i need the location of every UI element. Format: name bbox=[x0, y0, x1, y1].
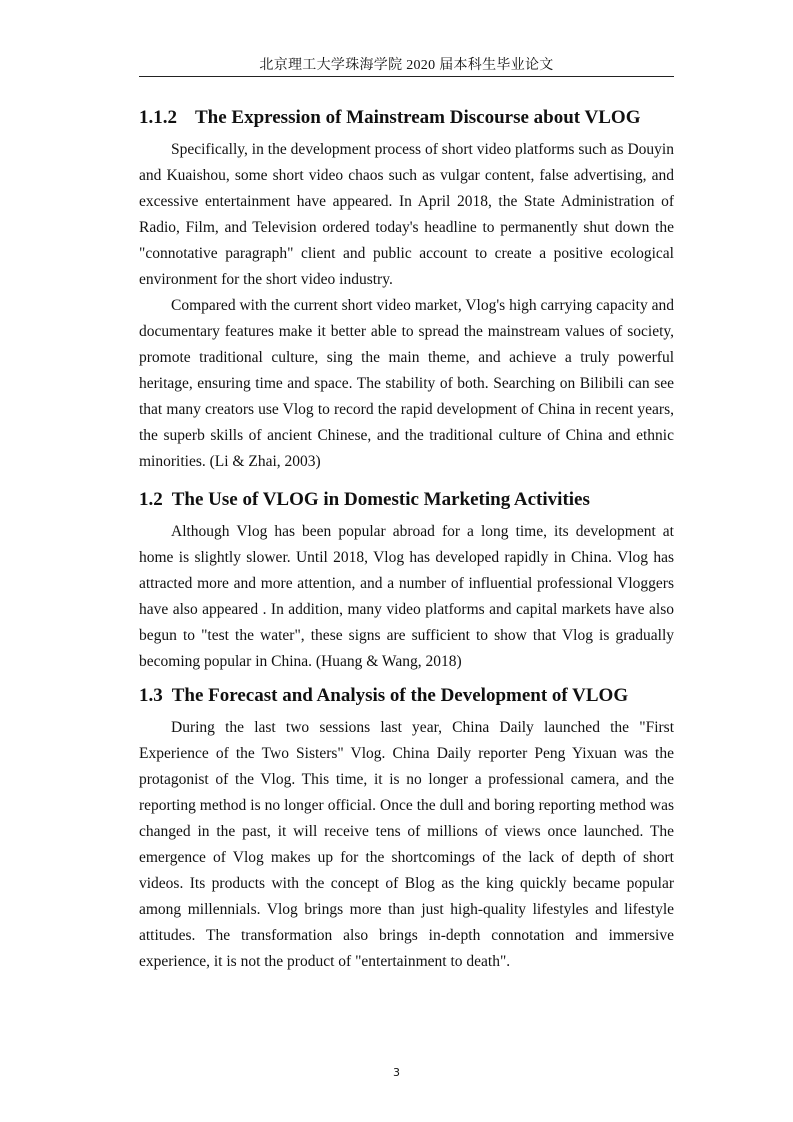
section-number: 1.1.2 bbox=[139, 107, 177, 128]
section-title: The Use of VLOG in Domestic Marketing Activities bbox=[171, 489, 590, 510]
section-heading-1-1-2 bbox=[139, 103, 674, 133]
section-heading-1-2 bbox=[139, 485, 674, 515]
section-1-1-2 bbox=[139, 103, 674, 475]
section-title: The Expression of Mainstream Discourse about VLOG bbox=[195, 107, 641, 128]
section-number: 1.3 bbox=[139, 685, 163, 706]
running-header: 北京理工大学珠海学院 2020 届本科生毕业论文 bbox=[259, 58, 554, 73]
page-body bbox=[139, 103, 674, 975]
section-1-3 bbox=[139, 681, 674, 975]
section-1-2 bbox=[139, 485, 674, 675]
header-rule bbox=[139, 76, 674, 77]
section-number: 1.2 bbox=[139, 489, 163, 510]
page-number: 3 bbox=[393, 1066, 400, 1079]
paragraph: Although Vlog has been popular abroad for a long time, its development at home is slightly slower. Until 2018, Vlog has developed rapidly in China. Vlog has attracted more and more attention, and a number of influential professional Vloggers have also appeared . In addition, many video platforms and capital markets have also begun to "test the water", these signs are sufficient to show that Vlog is gradually becoming popular in China. (Huang & Wang, 2018) bbox=[139, 523, 674, 670]
section-title: The Forecast and Analysis of the Development of VLOG bbox=[171, 685, 629, 706]
paragraph: During the last two sessions last year, China Daily launched the "First Experience of the Two Sisters" Vlog. China Daily reporter Peng Yixuan was the protagonist of the Vlog. This time, it is no longer a professional camera, and the reporting method is no longer official. Once the dull and boring reporting method was changed in the past, it will receive tens of millions of views once launched. The emergence of Vlog makes up for the shortcomings of the lack of depth of short videos. Its products with the concept of Blog as the king quickly became popular among millennials. Vlog brings more than just high-quality lifestyles and lifestyle attitudes. The transformation also brings in-depth connotation and immersive experience, it is not the product of "entertainment to death". bbox=[139, 719, 674, 970]
paragraph: Specifically, in the development process of short video platforms such as Douyin and Kuaishou, some short video chaos such as vulgar content, false advertising, and excessive entertainment have appeared. In April 2018, the State Administration of Radio, Film, and Television ordered today's headline to permanently shut down the "connotative paragraph" client and public account to create a positive ecological environment for the short video industry. bbox=[139, 141, 674, 288]
paragraph: Compared with the current short video market, Vlog's high carrying capacity and documentary features make it better able to spread the mainstream values of society, promote traditional culture, sing the main theme, and achieve a truly powerful heritage, ensuring time and space. The stability of both. Searching on Bilibili can see that many creators use Vlog to record the rapid development of China in recent years, the superb skills of ancient Chinese, and the traditional culture of China and ethnic minorities. (Li & Zhai, 2003) bbox=[139, 297, 674, 470]
section-heading-1-3 bbox=[139, 681, 674, 711]
